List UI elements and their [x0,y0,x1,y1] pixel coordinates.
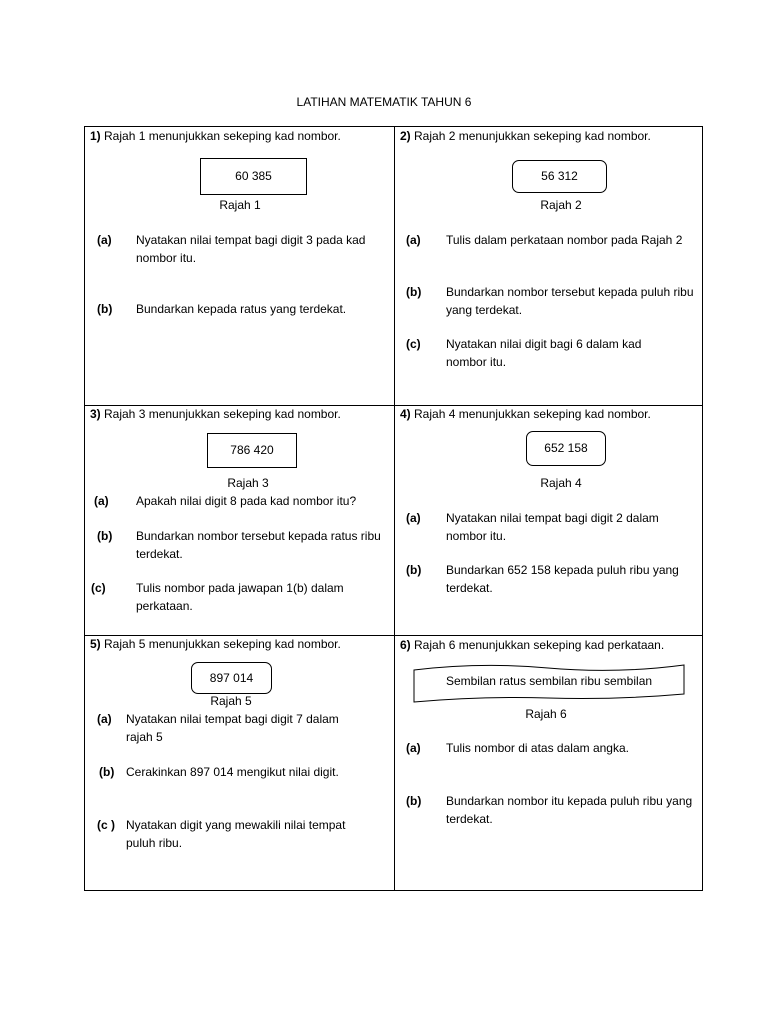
part-a-text: Nyatakan nilai tempat bagi digit 2 dalam nombor itu. [446,511,659,543]
part-a-text: Nyatakan nilai tempat bagi digit 7 dalam rajah 5 [126,712,339,744]
part-b-text: Bundarkan nombor itu kepada puluh ribu yang terdekat. [446,794,693,826]
part-a-text: Tulis nombor di atas dalam angka. [446,741,629,755]
question-3-heading: 3) Rajah 3 menunjukkan sekeping kad nombor. [90,407,341,421]
part-a-text: Apakah nilai digit 8 pada kad nombor itu? [136,494,357,508]
part-a-label: (a) [97,233,112,247]
number-card-5: 897 014 [191,662,272,694]
question-1-heading: 1) Rajah 1 menunjukkan sekeping kad nombor. [90,129,341,143]
part-c-label: (c ) [97,818,115,832]
part-c-label: (c) [91,581,106,595]
question-5 [85,636,394,891]
question-6-heading: 6) Rajah 6 menunjukkan sekeping kad perkataan. [400,638,665,652]
part-b-label: (b) [97,302,113,316]
part-b-text: Bundarkan kepada ratus yang terdekat. [136,302,347,316]
question-6 [395,636,704,891]
question-2-heading: 2) Rajah 2 menunjukkan sekeping kad nombor. [400,129,651,143]
word-card-6 [412,662,686,704]
number-card-4: 652 158 [526,431,606,466]
part-c-text: Nyatakan nilai digit bagi 6 dalam kad nombor itu. [446,337,642,369]
part-a-label: (a) [406,233,421,247]
figure-caption-3: Rajah 3 [227,476,269,490]
part-b-label: (b) [406,563,422,577]
figure-caption-5: Rajah 5 [210,694,252,708]
part-a-label: (a) [97,712,112,726]
question-4 [395,406,704,635]
number-card-2: 56 312 [512,160,607,193]
word-card-text: Sembilan ratus sembilan ribu sembilan [445,674,653,688]
part-a-label: (a) [406,511,421,525]
part-c-text: Nyatakan digit yang mewakili nilai tempat puluh ribu. [126,818,346,850]
question-grid [84,126,703,891]
part-a-label: (a) [406,741,421,755]
figure-caption-2: Rajah 2 [540,198,582,212]
question-4-heading: 4) Rajah 4 menunjukkan sekeping kad nombor. [400,407,651,421]
question-3 [85,406,394,635]
part-b-label: (b) [97,529,113,543]
part-b-text: Bundarkan nombor tersebut kepada puluh ribu yang terdekat. [446,285,694,317]
part-b-text: Cerakinkan 897 014 mengikut nilai digit. [126,765,339,779]
part-b-text: Bundarkan 652 158 kepada puluh ribu yang terdekat. [446,563,679,595]
part-b-label: (b) [99,765,115,779]
part-b-text: Bundarkan nombor tersebut kepada ratus ribu terdekat. [136,529,381,561]
figure-caption-1: Rajah 1 [219,198,261,212]
number-card-3: 786 420 [207,433,297,468]
page-title: LATIHAN MATEMATIK TAHUN 6 [296,95,472,109]
question-2 [395,127,704,405]
part-b-label: (b) [406,794,422,808]
part-b-label: (b) [406,285,422,299]
number-card-1: 60 385 [200,158,307,195]
part-c-label: (c) [406,337,421,351]
part-a-text: Nyatakan nilai tempat bagi digit 3 pada kad nombor itu. [136,233,366,265]
part-a-text: Tulis dalam perkataan nombor pada Rajah 2 [446,233,683,247]
question-1 [85,127,394,405]
figure-caption-4: Rajah 4 [540,476,582,490]
question-5-heading: 5) Rajah 5 menunjukkan sekeping kad nombor. [90,637,341,651]
part-c-text: Tulis nombor pada jawapan 1(b) dalam perkataan. [136,581,344,613]
part-a-label: (a) [94,494,109,508]
figure-caption-6: Rajah 6 [525,707,567,721]
